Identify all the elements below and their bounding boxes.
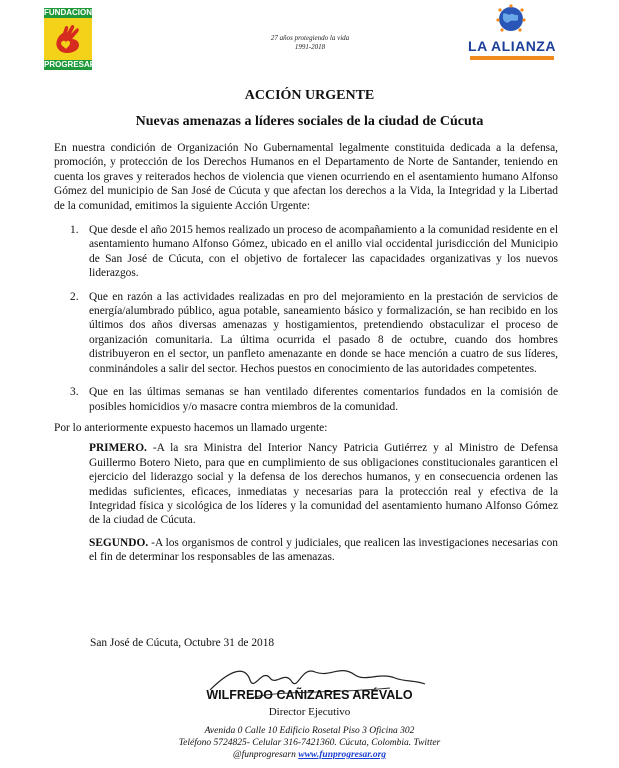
- intro-paragraph: En nuestra condición de Organización No Gubernamental legalmente constituida dedicada a la defensa, promoción, y protección de los Derechos Humanos en el Departamento de Norte de Santander, teniendo en cuenta los graves y reiterados hechos de violencia que vienen ocurriendo en el asentamiento humano Alfonso Gómez del municipio de San José de Cúcuta y que afectan los derechos a la Vida, la Integridad y la Libertad de la comunidad, emitimos la siguiente Acción Urgente:: [54, 142, 558, 212]
- segundo-paragraph: [54, 536, 558, 565]
- globe-people-icon: [496, 4, 526, 34]
- numbered-list: [54, 223, 558, 414]
- primero-label: PRIMERO.: [89, 442, 147, 455]
- document-subtitle: Nuevas amenazas a líderes sociales de la ciudad de Cúcuta: [135, 114, 484, 129]
- document-date: San José de Cúcuta, Octubre 31 de 2018: [90, 637, 275, 649]
- list-item: [54, 385, 558, 414]
- tagline-line1: 27 años protegiendo la vida: [270, 34, 350, 42]
- list-item: [54, 223, 558, 281]
- segundo-text: -A los organismos de control y judiciales, que realicen las investigaciones necesarias con el fin de determinar los responsables de las amenazas.: [89, 536, 558, 564]
- logo-name: LA ALIANZA: [468, 38, 556, 54]
- document-body: [54, 141, 558, 573]
- tagline-line2: 1991-2018: [294, 43, 326, 51]
- primero-text: -A la sra Ministra del Interior Nancy Patricia Gutiérrez y al Ministro de Defensa Guillermo Botero Nieto, para que en cumplimiento de sus obligaciones constitucionales garanticen el ejercicio del liderazgo social y la defensa de los derechos humanos, y en consecuencia ordenen las medidas suficientes, eficaces, inmediatas y necesarias para la protección real y efectiva de la Integridad física y sicológica de los líderes y la comunidad del asentamiento humano Alfonso Gómez de la ciudad de Cúcuta.: [89, 442, 558, 527]
- list-item-text: Que en razón a las actividades realizadas en pro del mejoramiento en la prestación de servicios de energía/alumbrado público, agua potable, saneamiento básico y formalización, se han recibido en los últimos dos años diversas amenazas y hostigamientos, pretendiendo obstaculizar el proceso de organización comunitaria. La última ocurrida el pasado 8 de octubre, cuando dos hombres distribuyeron en el sector, un panfleto amenazante en donde se hace mención a cuatro de sus líderes, conminándoles a salir del sector. Hechos puestos en conocimiento de las autoridades competentes.: [89, 290, 558, 375]
- list-number: 2.: [70, 290, 79, 303]
- twitter-handle: @funprogresarn: [232, 750, 296, 760]
- fundacion-progresar-logo: [44, 8, 96, 70]
- logo-bar: [470, 56, 554, 60]
- list-item-text: Que en las últimas semanas se han ventilado diferentes comentarios fundados en la comisión de posibles homicidios y/o masacre contra miembros de la comunidad.: [89, 386, 558, 413]
- la-alianza-logo: [466, 4, 558, 60]
- website-link[interactable]: www.funprogresar.org: [298, 750, 387, 760]
- list-item: [54, 290, 558, 376]
- list-number: 3.: [70, 386, 79, 399]
- signature-name: WILFREDO CAÑIZARES ARÉVALO: [206, 688, 413, 702]
- segundo-label: SEGUNDO.: [89, 536, 149, 549]
- footer-links: [0, 749, 619, 761]
- footer-contact: Teléfono 5724825- Celular 316-7421360. Cúcuta, Colombia. Twitter: [178, 738, 441, 748]
- primero-paragraph: [54, 441, 558, 527]
- document-title: ACCIÓN URGENTE: [244, 88, 375, 103]
- list-number: 1.: [70, 224, 79, 237]
- list-item-text: Que desde el año 2015 hemos realizado un proceso de acompañamiento a la comunidad residente en el asentamiento humano Alfonso Gómez, ubicado en el anillo vial occidental jurisdicción del Municipio de San José de Cúcuta, con el objetivo de fortalecer las capacidades organizativas y los nuevos liderazgos.: [89, 224, 558, 280]
- logo-bottom-text: PROGRESAR: [44, 60, 96, 69]
- footer-address: Avenida 0 Calle 10 Edificio Rosetal Piso 3 Oficina 302: [204, 726, 415, 736]
- signature-title: Director Ejecutivo: [268, 706, 351, 718]
- tagline: [240, 34, 380, 52]
- call-paragraph: Por lo anteriormente expuesto hacemos un llamado urgente:: [54, 421, 328, 434]
- hand-heart-icon: [53, 23, 83, 55]
- logo-top-text: FUNDACION: [44, 8, 92, 17]
